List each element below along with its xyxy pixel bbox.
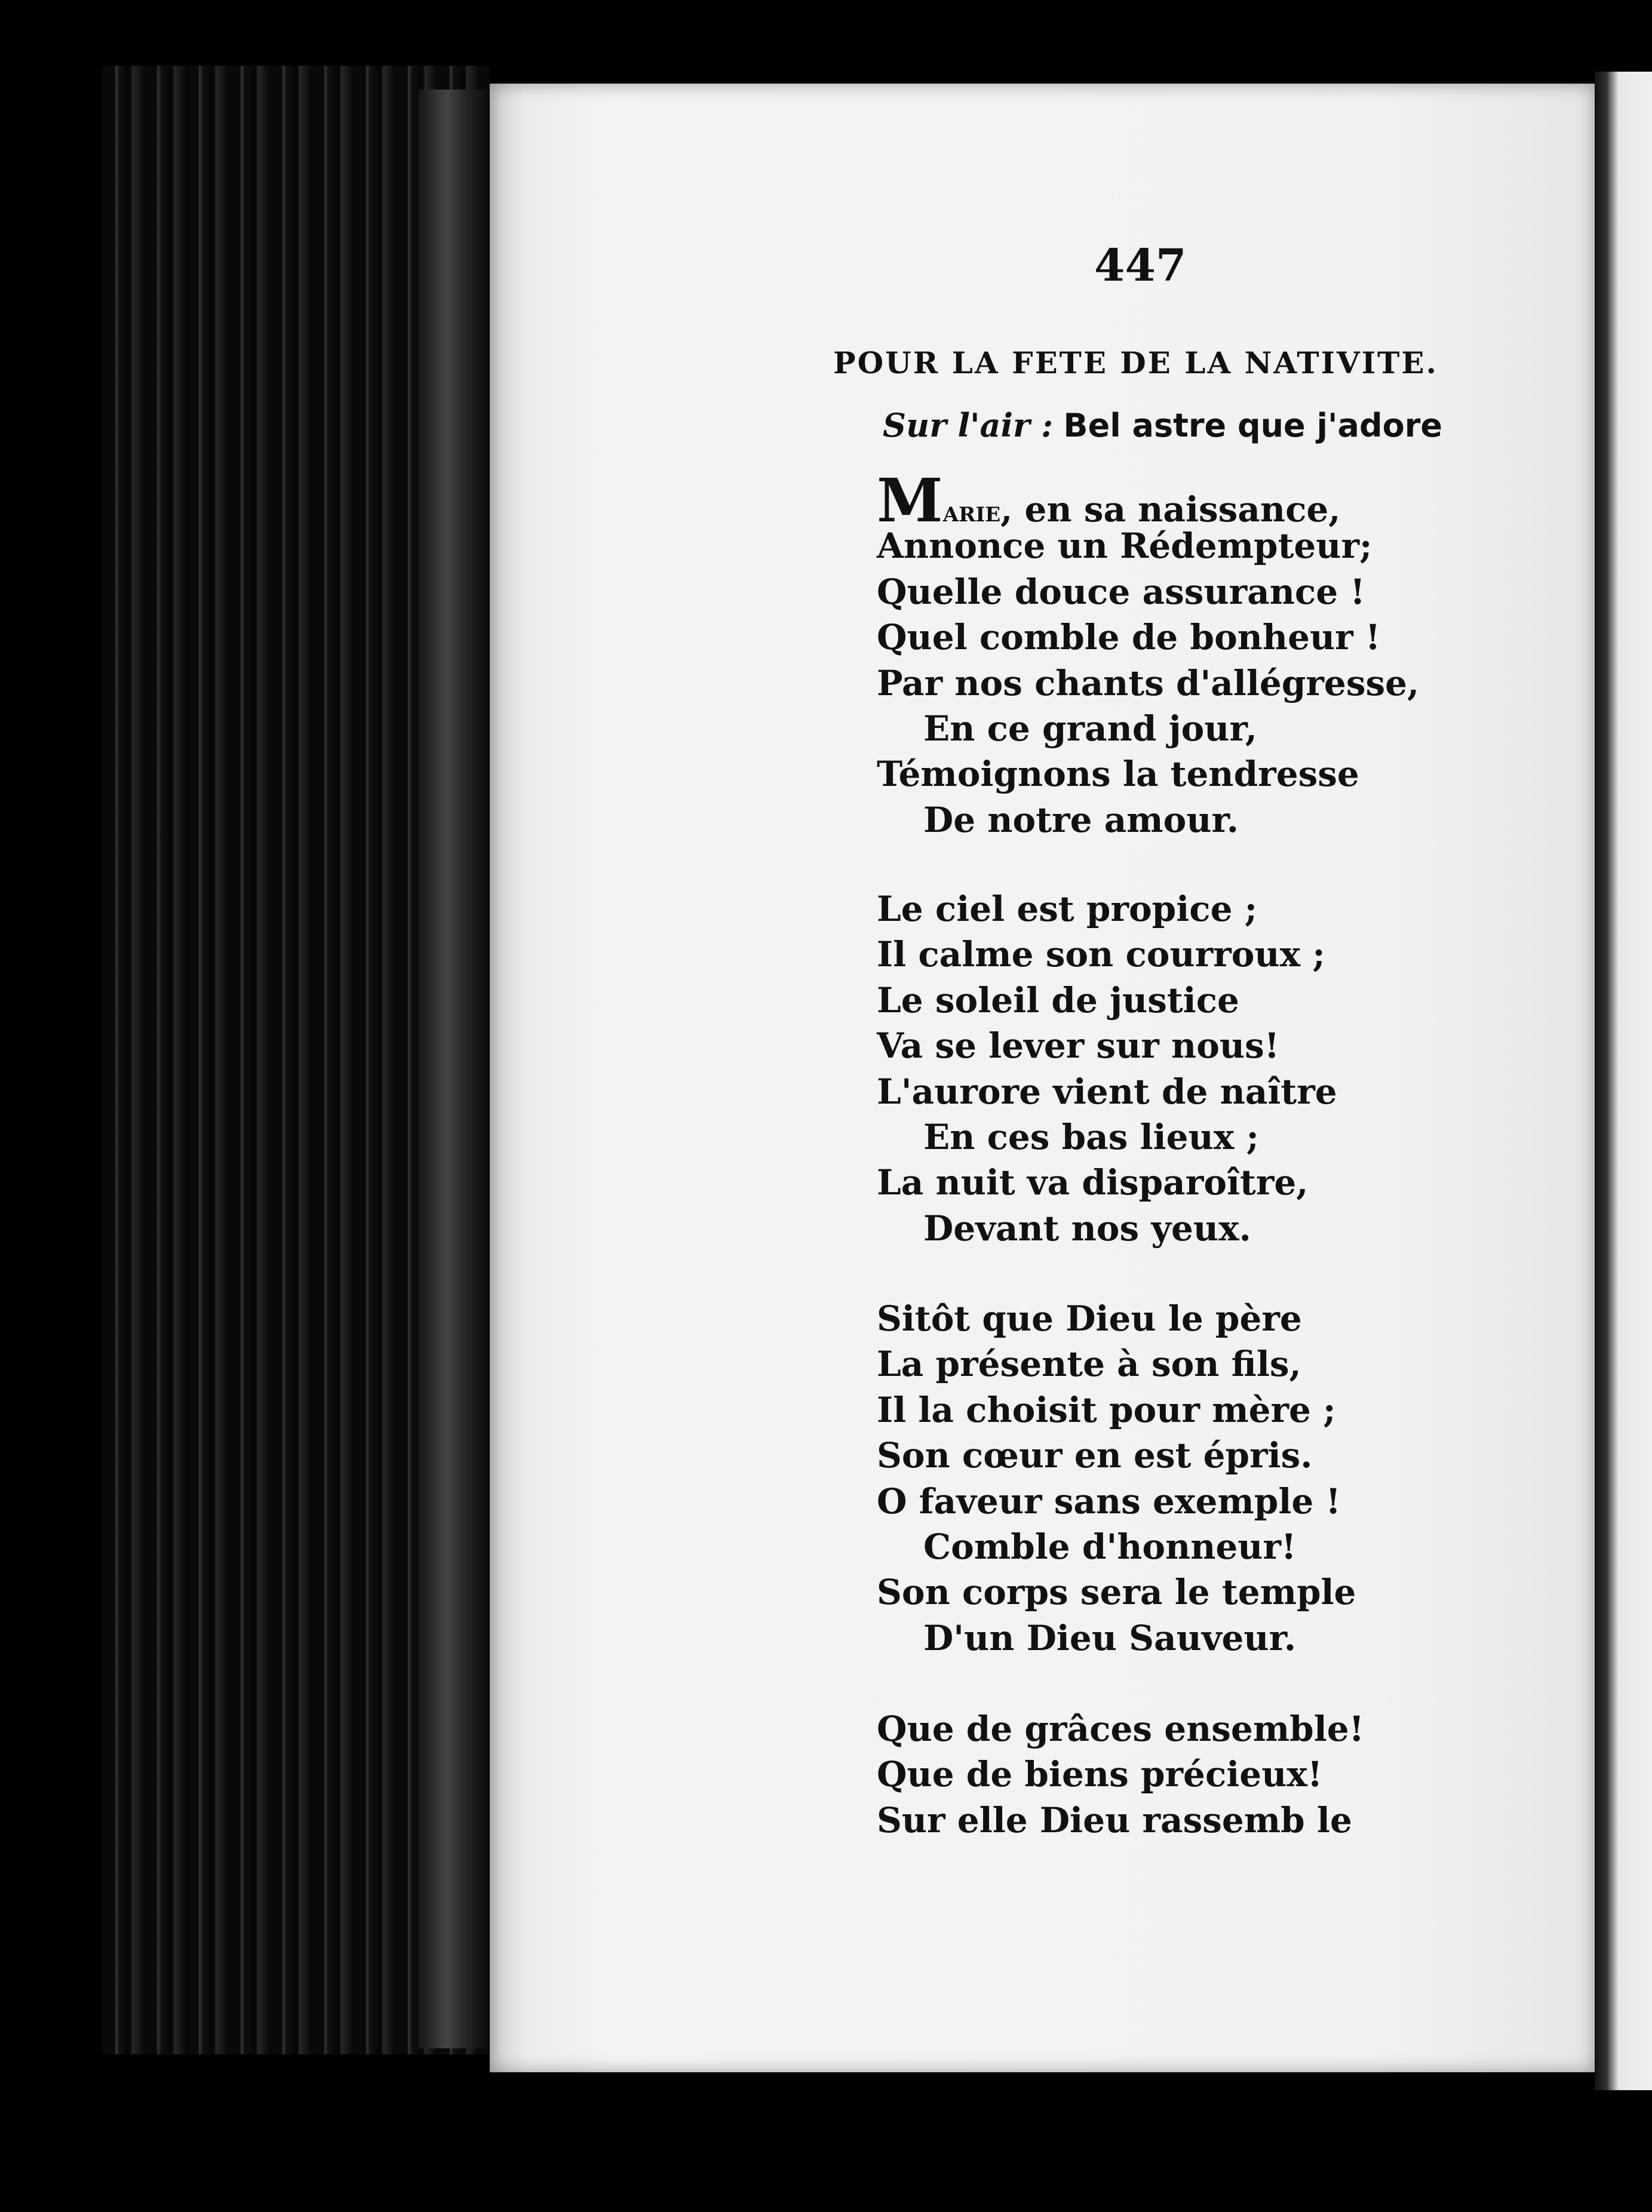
stanza-4 [877, 1706, 1474, 1843]
verse-line: Que de grâces ensemble! [877, 1709, 1365, 1749]
book-spine-left [0, 0, 496, 2212]
drop-cap-rest: arie [942, 495, 1001, 529]
verse-line: Témoignons la tendresse [877, 754, 1359, 795]
verse-line: Il la choisit pour mère ; [877, 1389, 1336, 1430]
verse-line: Comble d'honneur! [923, 1526, 1297, 1567]
verse-line: De notre amour. [923, 799, 1239, 840]
verse-line: Quel comble de bonheur ! [877, 617, 1381, 658]
stanza-2 [877, 886, 1474, 1251]
verse-line: Le soleil de justice [877, 979, 1239, 1021]
tune-indication [883, 406, 1442, 444]
stanza-3 [877, 1296, 1474, 1661]
page-number: 447 [1094, 240, 1187, 291]
verse-line: La nuit va disparoître, [877, 1162, 1309, 1203]
stanza-1 [877, 465, 1474, 843]
next-page-edge [1595, 72, 1652, 2090]
verse-line: Devant nos yeux. [923, 1208, 1251, 1249]
verse-line: L'aurore vient de naître [877, 1071, 1337, 1112]
verse-line-tail: , en sa naissance, [1000, 489, 1341, 530]
verse-line [877, 465, 1474, 536]
hymn-heading: POUR LA FETE DE LA NATIVITE. [833, 345, 1438, 380]
verse-line: Quelle douce assurance ! [877, 571, 1365, 612]
verse-line: Que de biens précieux! [877, 1754, 1323, 1795]
verse-line: Sitôt que Dieu le père [877, 1298, 1302, 1339]
verse-line: En ces bas lieux ; [923, 1116, 1259, 1157]
verse-line: Son cœur en est épris. [877, 1435, 1313, 1476]
verse-line: En ce grand jour, [923, 708, 1257, 749]
verse-line: Par nos chants d'allégresse, [877, 662, 1420, 703]
verse-line: La présente à son fils, [877, 1344, 1301, 1385]
verse-line: Va se lever sur nous! [877, 1025, 1280, 1067]
tune-title: Bel astre que j'adore [1063, 407, 1442, 444]
verse-line: D'un Dieu Sauveur. [923, 1617, 1297, 1658]
drop-cap: M [877, 465, 943, 536]
verse-line: Le ciel est propice ; [877, 889, 1258, 929]
verse-line: O faveur sans exemple ! [877, 1480, 1341, 1522]
verse-line: Il calme son courroux ; [877, 934, 1325, 975]
verse-line: Annonce un Rédempteur; [877, 526, 1372, 567]
verse-line: Sur elle Dieu rassemb le [877, 1799, 1352, 1841]
tune-prefix: Sur l'air : [883, 406, 1054, 444]
verse-line: Son corps sera le temple [877, 1572, 1356, 1613]
spine-shadow [418, 90, 490, 2048]
